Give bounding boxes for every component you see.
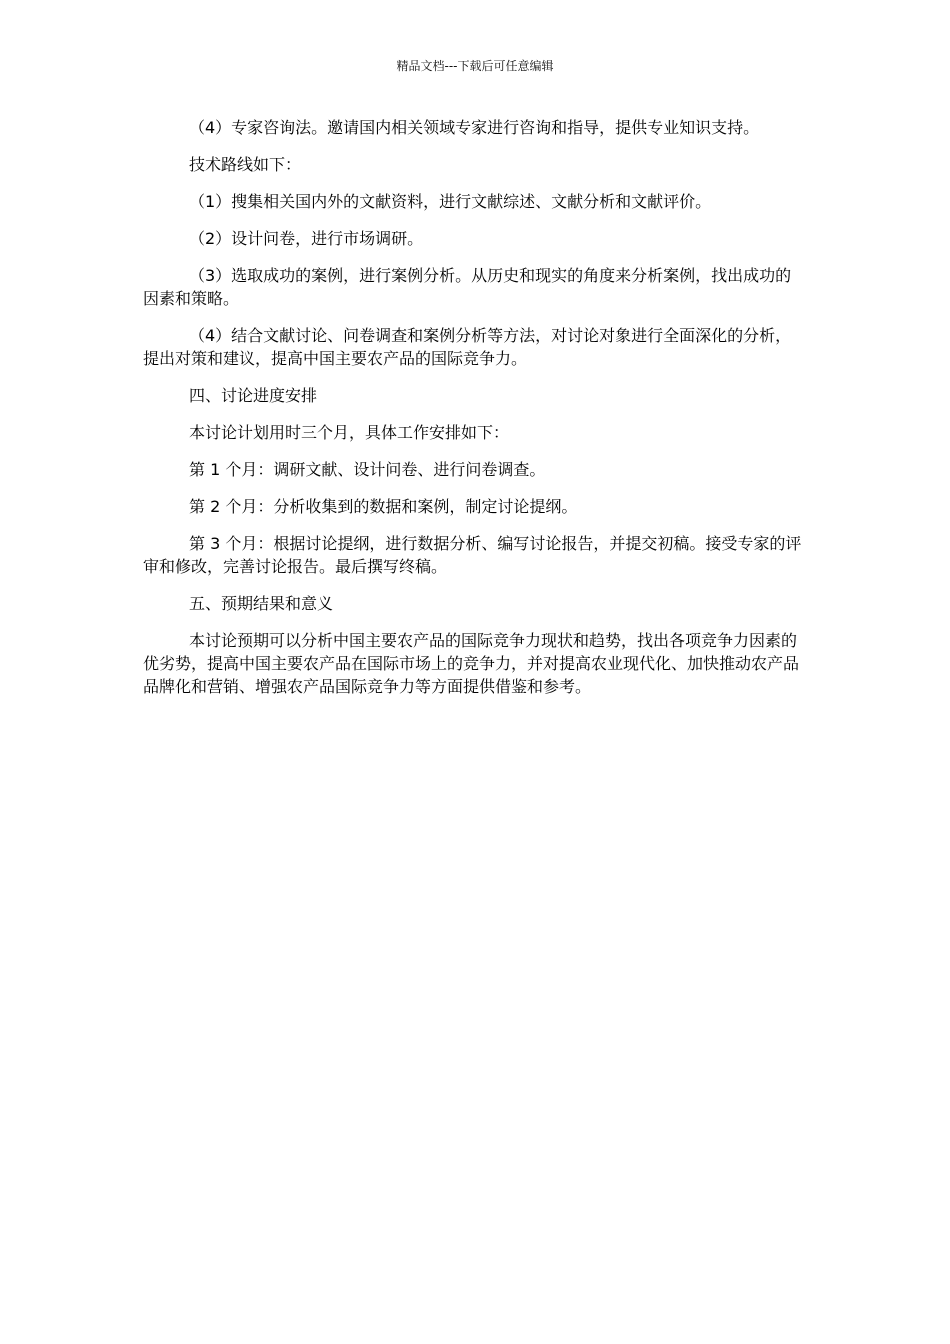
page-header: 精品文档---下载后可任意编辑	[396, 59, 554, 73]
paragraph-results-significance: 本讨论预期可以分析中国主要农产品的国际竞争力现状和趋势，找出各项竞争力因素的优劣势，提高中国主要农产品在国际市场上的竞争力，并对提高农业现代化、加快推动农产品品牌化和营销、增强农产品国际竞争力等方面提供借鉴和参考。	[143, 631, 800, 696]
paragraph-expert-consultation: （4）专家咨询法。邀请国内相关领域专家进行咨询和指导，提供专业知识支持。	[189, 118, 760, 137]
paragraph-month-1: 第 1 个月：调研文献、设计问卷、进行问卷调查。	[189, 460, 546, 479]
paragraph-route-step-2: （2）设计问卷，进行市场调研。	[189, 229, 424, 248]
paragraph-month-2: 第 2 个月：分析收集到的数据和案例，制定讨论提纲。	[189, 497, 578, 516]
section-heading-results: 五、预期结果和意义	[189, 594, 334, 613]
paragraph-route-step-3: （3）选取成功的案例，进行案例分析。从历史和现实的角度来分析案例，找出成功的因素和策略。	[143, 266, 792, 308]
paragraph-route-step-1: （1）搜集相关国内外的文献资料，进行文献综述、文献分析和文献评价。	[189, 192, 712, 211]
section-heading-schedule: 四、讨论进度安排	[189, 386, 318, 405]
paragraph-route-step-4: （4）结合文献讨论、问卷调查和案例分析等方法，对讨论对象进行全面深化的分析，提出对策和建议，提高中国主要农产品的国际竞争力。	[143, 326, 792, 368]
document-body	[143, 116, 807, 712]
paragraph-schedule-intro: 本讨论计划用时三个月，具体工作安排如下：	[189, 423, 510, 442]
paragraph-month-3: 第 3 个月：根据讨论提纲，进行数据分析、编写讨论报告，并提交初稿。接受专家的评审和修改，完善讨论报告。最后撰写终稿。	[143, 534, 802, 576]
paragraph-tech-route-intro: 技术路线如下：	[189, 155, 302, 174]
